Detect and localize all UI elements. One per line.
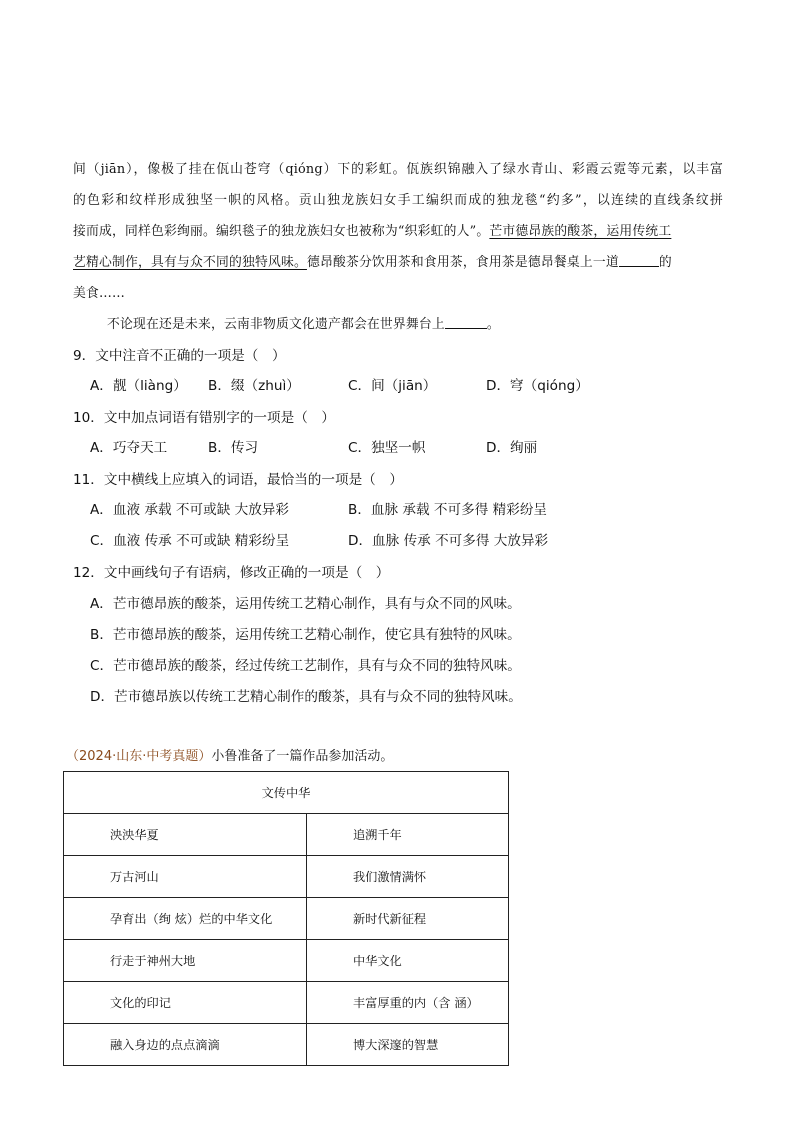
work-table	[63, 771, 509, 1066]
passage-text: 的	[658, 255, 672, 270]
table-cell: 孕育出（绚 炫）烂的中华文化	[64, 898, 307, 940]
table-row	[64, 1024, 509, 1066]
question-9-option-b[interactable]: B．缀（zhuì）	[208, 378, 300, 394]
passage-line: 间（jiān），像极了挂在佤山苍穹（qióng）下的彩虹。佤族织锦融入了绿水青山、彩霞云霓等元素，以丰富	[73, 162, 723, 177]
table-title: 文传中华	[64, 772, 509, 814]
question-12-option-a[interactable]: A．芒市德昂族的酸茶，运用传统工艺精心制作，具有与众不同的风味。	[90, 596, 521, 612]
table-cell: 融入身边的点点滴滴	[64, 1024, 307, 1066]
passage-text: 。	[486, 317, 500, 332]
question-9-option-a[interactable]: A．靓（liàng）	[90, 378, 187, 394]
question-12-option-b[interactable]: B．芒市德昂族的酸茶，运用传统工艺精心制作，使它具有独特的风味。	[90, 627, 521, 643]
passage-line: 美食……	[73, 286, 125, 301]
passage-text: 不论现在还是未来，云南非物质文化遗产都会在世界舞台上	[107, 317, 445, 332]
question-10-option-c[interactable]: C．独坚一帜	[348, 440, 426, 456]
question-11-option-d[interactable]: D．血脉 传承 不可多得 大放异彩	[348, 533, 549, 549]
exam-source: （2024·山东·中考真题）	[66, 749, 212, 764]
question-12-option-c[interactable]: C．芒市德昂族的酸茶，经过传统工艺制作，具有与众不同的独特风味。	[90, 658, 521, 674]
passage-text: 德昂酸茶分饮用茶和食用茶，食用茶是德昂餐桌上一道	[306, 255, 619, 270]
underlined-sentence: 芒市德昂族的酸茶，运用传统工	[489, 224, 672, 239]
table-row	[64, 940, 509, 982]
table-cell: 我们激情满怀	[307, 856, 509, 898]
table-cell: 丰富厚重的内（含 涵）	[307, 982, 509, 1024]
question-10-stem: 10．文中加点词语有错别字的一项是（ ）	[73, 410, 335, 426]
question-9-stem: 9．文中注音不正确的一项是（ ）	[73, 348, 286, 364]
table-cell: 泱泱华夏	[64, 814, 307, 856]
question-9-option-d[interactable]: D．穹（qióng）	[486, 378, 589, 394]
question-10-option-d[interactable]: D．绚丽	[486, 440, 538, 456]
question-10-option-a[interactable]: A．巧夺天工	[90, 440, 168, 456]
question-12-stem: 12．文中画线句子有语病，修改正确的一项是（ ）	[73, 565, 390, 581]
table-row	[64, 982, 509, 1024]
passage-line	[73, 220, 723, 239]
passage-text: 接而成，同样色彩绚丽。编织毯子的独龙族妇女也被称为“织彩虹的人”。	[73, 224, 490, 239]
question-11-option-c[interactable]: C．血液 传承 不可或缺 精彩纷呈	[90, 533, 290, 549]
table-row	[64, 814, 509, 856]
question-9-option-c[interactable]: C．间（jiān）	[348, 378, 437, 394]
question-11-option-b[interactable]: B．血脉 承载 不可多得 精彩纷呈	[348, 502, 548, 518]
passage-line	[107, 313, 757, 332]
underlined-sentence: 艺精心制作，具有与众不同的独特风味。	[73, 255, 307, 270]
table-row	[64, 856, 509, 898]
question-12-option-d[interactable]: D．芒市德昂族以传统工艺精心制作的酸茶，具有与众不同的独特风味。	[90, 689, 522, 705]
table-cell: 新时代新征程	[307, 898, 509, 940]
fill-blank	[619, 254, 659, 267]
question-11-stem: 11．文中横线上应填入的词语，最恰当的一项是（ ）	[73, 472, 403, 488]
question-11-option-a[interactable]: A．血液 承载 不可或缺 大放异彩	[90, 502, 289, 518]
question-10-option-b[interactable]: B．传习	[208, 440, 259, 456]
passage-line	[73, 251, 723, 270]
intro-text: 小鲁准备了一篇作品参加活动。	[211, 749, 394, 764]
table-cell: 文化的印记	[64, 982, 307, 1024]
table-cell: 行走于神州大地	[64, 940, 307, 982]
section-intro	[66, 745, 393, 764]
table-cell: 追溯千年	[307, 814, 509, 856]
table-row	[64, 772, 509, 814]
table-cell: 中华文化	[307, 940, 509, 982]
table-cell: 万古河山	[64, 856, 307, 898]
table-cell: 博大深邃的智慧	[307, 1024, 509, 1066]
fill-blank	[445, 316, 487, 329]
passage-line: 的色彩和纹样形成独坚一帜的风格。贡山独龙族妇女手工编织而成的独龙毯“约多”，以连续的直线条纹拼	[73, 193, 723, 208]
table-row	[64, 898, 509, 940]
